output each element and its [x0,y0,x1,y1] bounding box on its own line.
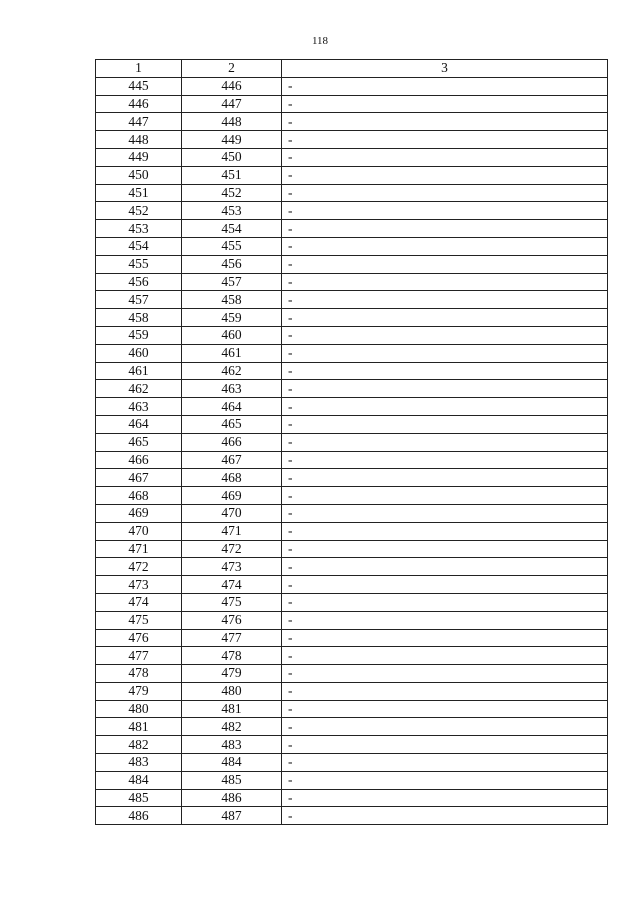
table-cell-col-3: - [282,113,608,131]
table-row [96,558,608,576]
table-cell-col-2: 483 [182,736,282,754]
table-cell-col-3: - [282,487,608,505]
table-cell-col-1: 472 [96,558,182,576]
table-cell-col-2: 455 [182,237,282,255]
table-row [96,398,608,416]
table-row [96,77,608,95]
table-cell-col-1: 445 [96,77,182,95]
table-cell-col-1: 476 [96,629,182,647]
table-cell-col-1: 483 [96,754,182,772]
table-cell-col-2: 478 [182,647,282,665]
table-row [96,700,608,718]
table-cell-col-2: 450 [182,148,282,166]
table-cell-col-2: 465 [182,415,282,433]
table-cell-col-3: - [282,202,608,220]
table-cell-col-1: 479 [96,682,182,700]
table-cell-col-1: 486 [96,807,182,825]
table-cell-col-3: - [282,771,608,789]
table-cell-col-3: - [282,291,608,309]
table-cell-col-3: - [282,469,608,487]
table-cell-col-3: - [282,451,608,469]
table-row [96,220,608,238]
table-cell-col-2: 472 [182,540,282,558]
table-cell-col-3: - [282,77,608,95]
table-cell-col-1: 462 [96,380,182,398]
table-cell-col-3: - [282,398,608,416]
table-cell-col-2: 479 [182,665,282,683]
table-row [96,665,608,683]
table-cell-col-1: 459 [96,326,182,344]
table-cell-col-3: - [282,754,608,772]
table-cell-col-1: 457 [96,291,182,309]
table-cell-col-1: 468 [96,487,182,505]
table-cell-col-2: 471 [182,522,282,540]
table-cell-col-1: 470 [96,522,182,540]
table-cell-col-1: 478 [96,665,182,683]
table-cell-col-2: 460 [182,326,282,344]
table-cell-col-3: - [282,682,608,700]
table-cell-col-1: 458 [96,309,182,327]
table-cell-col-1: 485 [96,789,182,807]
table-cell-col-1: 465 [96,433,182,451]
table-cell-col-1: 466 [96,451,182,469]
table-row [96,380,608,398]
table-cell-col-1: 482 [96,736,182,754]
table-cell-col-2: 461 [182,344,282,362]
table-cell-col-1: 461 [96,362,182,380]
table-cell-col-2: 476 [182,611,282,629]
table-cell-col-3: - [282,380,608,398]
table-row [96,326,608,344]
table-row [96,771,608,789]
table-cell-col-1: 467 [96,469,182,487]
table-cell-col-2: 462 [182,362,282,380]
table-cell-col-1: 469 [96,504,182,522]
table-cell-col-2: 466 [182,433,282,451]
table-row [96,576,608,594]
table-cell-col-3: - [282,718,608,736]
table-cell-col-3: - [282,789,608,807]
table-cell-col-1: 446 [96,95,182,113]
table-row [96,415,608,433]
table-cell-col-2: 456 [182,255,282,273]
table-row [96,273,608,291]
table-cell-col-2: 485 [182,771,282,789]
table-cell-col-3: - [282,184,608,202]
table-cell-col-2: 474 [182,576,282,594]
table-row [96,593,608,611]
table-cell-col-2: 447 [182,95,282,113]
table-cell-col-2: 481 [182,700,282,718]
table-cell-col-1: 454 [96,237,182,255]
table-cell-col-2: 457 [182,273,282,291]
table-row [96,131,608,149]
table-row [96,451,608,469]
table-row [96,611,608,629]
table-row [96,237,608,255]
table-cell-col-2: 480 [182,682,282,700]
table-row [96,166,608,184]
table-cell-col-1: 464 [96,415,182,433]
table-cell-col-1: 477 [96,647,182,665]
table-row [96,309,608,327]
table-cell-col-2: 470 [182,504,282,522]
table-cell-col-3: - [282,220,608,238]
table-cell-col-2: 477 [182,629,282,647]
table-cell-col-3: - [282,415,608,433]
table-row [96,113,608,131]
table-cell-col-3: - [282,558,608,576]
table-cell-col-2: 448 [182,113,282,131]
table-cell-col-3: - [282,166,608,184]
table-body [96,77,608,824]
table-cell-col-1: 453 [96,220,182,238]
table-cell-col-2: 459 [182,309,282,327]
table-cell-col-3: - [282,344,608,362]
table-row [96,433,608,451]
table-cell-col-3: - [282,665,608,683]
table-row [96,487,608,505]
table-cell-col-3: - [282,362,608,380]
table-cell-col-2: 449 [182,131,282,149]
table-cell-col-2: 463 [182,380,282,398]
table-cell-col-3: - [282,611,608,629]
table-cell-col-2: 482 [182,718,282,736]
table-cell-col-1: 475 [96,611,182,629]
table-cell-col-3: - [282,576,608,594]
table-cell-col-1: 473 [96,576,182,594]
table-cell-col-2: 484 [182,754,282,772]
table-cell-col-3: - [282,647,608,665]
table-cell-col-2: 467 [182,451,282,469]
table-cell-col-1: 452 [96,202,182,220]
table-cell-col-1: 471 [96,540,182,558]
table-cell-col-2: 487 [182,807,282,825]
table-row [96,629,608,647]
table-cell-col-3: - [282,540,608,558]
header-row [96,60,608,78]
table-cell-col-2: 446 [182,77,282,95]
table-cell-col-1: 474 [96,593,182,611]
table-cell-col-3: - [282,95,608,113]
table-row [96,718,608,736]
table-cell-col-3: - [282,736,608,754]
table-cell-col-1: 447 [96,113,182,131]
table-header [96,60,608,78]
table-cell-col-2: 468 [182,469,282,487]
table-cell-col-3: - [282,522,608,540]
table-cell-col-2: 454 [182,220,282,238]
table-row [96,362,608,380]
table-row [96,202,608,220]
table-row [96,291,608,309]
table-cell-col-1: 481 [96,718,182,736]
table-row [96,789,608,807]
column-header-1: 1 [96,60,182,78]
table-cell-col-2: 473 [182,558,282,576]
table-row [96,95,608,113]
table-cell-col-3: - [282,255,608,273]
table-cell-col-2: 469 [182,487,282,505]
table-cell-col-3: - [282,700,608,718]
table-cell-col-1: 448 [96,131,182,149]
table-cell-col-3: - [282,326,608,344]
table-cell-col-1: 451 [96,184,182,202]
table-row [96,522,608,540]
column-header-2: 2 [182,60,282,78]
page-number: 118 [311,35,329,47]
table-cell-col-2: 451 [182,166,282,184]
table-cell-col-1: 460 [96,344,182,362]
table-row [96,807,608,825]
table-row [96,540,608,558]
table-row [96,148,608,166]
table-row [96,255,608,273]
data-table [95,59,608,825]
table-row [96,344,608,362]
table-cell-col-3: - [282,629,608,647]
table-cell-col-3: - [282,309,608,327]
table-cell-col-3: - [282,237,608,255]
table-cell-col-3: - [282,273,608,291]
table-row [96,469,608,487]
table-cell-col-1: 480 [96,700,182,718]
table-cell-col-2: 453 [182,202,282,220]
table-cell-col-1: 450 [96,166,182,184]
table-cell-col-3: - [282,433,608,451]
table-cell-col-1: 449 [96,148,182,166]
table-row [96,736,608,754]
table-cell-col-2: 452 [182,184,282,202]
table-cell-col-2: 458 [182,291,282,309]
table-row [96,184,608,202]
column-header-3: 3 [282,60,608,78]
table-cell-col-3: - [282,148,608,166]
table-cell-col-2: 475 [182,593,282,611]
table-row [96,647,608,665]
table-row [96,504,608,522]
table-cell-col-1: 455 [96,255,182,273]
table-cell-col-3: - [282,504,608,522]
table-cell-col-2: 486 [182,789,282,807]
table-cell-col-2: 464 [182,398,282,416]
table-row [96,754,608,772]
table-row [96,682,608,700]
table-cell-col-3: - [282,807,608,825]
table-cell-col-3: - [282,131,608,149]
table-cell-col-1: 484 [96,771,182,789]
table-cell-col-3: - [282,593,608,611]
table-cell-col-1: 456 [96,273,182,291]
table-cell-col-1: 463 [96,398,182,416]
